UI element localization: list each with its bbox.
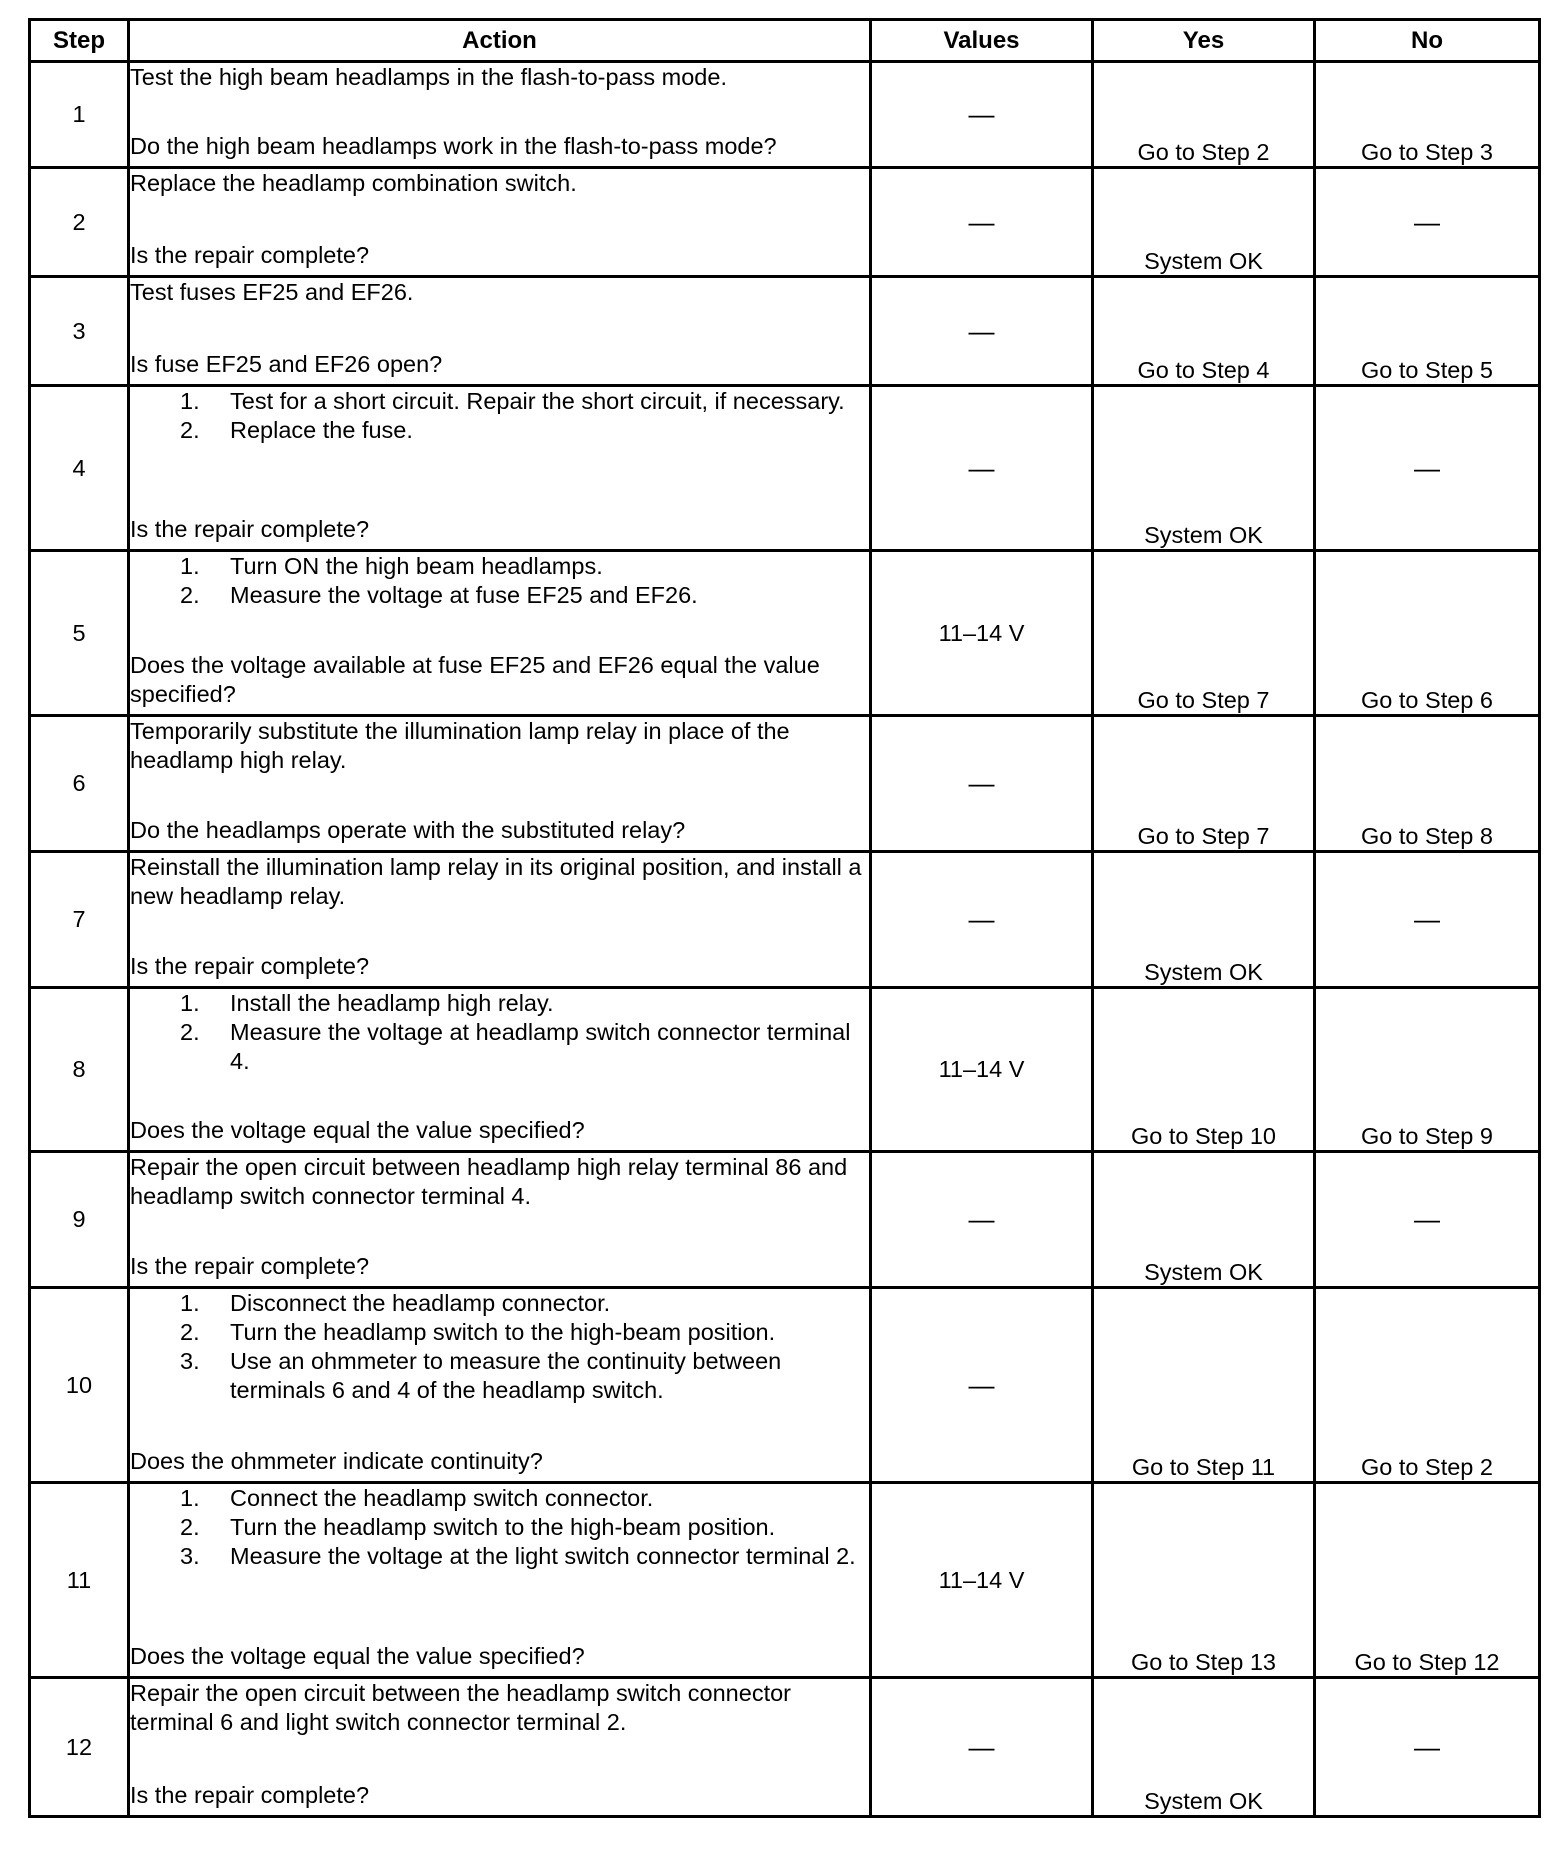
table-body <box>30 62 1540 1817</box>
action-cell <box>129 1152 871 1288</box>
action-instruction <box>130 1484 869 1571</box>
substep-text: Turn ON the high beam headlamps. <box>230 553 603 579</box>
value-cell: 11–14 V <box>871 1483 1093 1678</box>
yes-result: Go to Step 7 <box>1093 716 1315 852</box>
action-substep <box>130 1318 869 1347</box>
yes-result: System OK <box>1093 1678 1315 1817</box>
action-substep <box>130 989 869 1018</box>
table-row <box>30 1678 1540 1817</box>
yes-result: System OK <box>1093 852 1315 988</box>
step-number: 8 <box>30 988 129 1152</box>
action-question: Does the voltage equal the value specified? <box>130 1643 585 1669</box>
yes-result: Go to Step 13 <box>1093 1483 1315 1678</box>
action-cell <box>129 168 871 277</box>
no-result: Go to Step 12 <box>1315 1483 1540 1678</box>
action-cell <box>129 277 871 386</box>
header-row <box>30 20 1540 62</box>
action-instruction <box>130 989 869 1076</box>
action-content <box>130 278 869 379</box>
action-substep <box>130 1018 869 1076</box>
no-result: Go to Step 3 <box>1315 62 1540 168</box>
column-header-values: Values <box>871 20 1093 62</box>
value-cell: 11–14 V <box>871 551 1093 716</box>
action-substep <box>130 416 869 445</box>
step-number: 6 <box>30 716 129 852</box>
substep-number: 2. <box>180 1019 200 1045</box>
no-result: — <box>1315 386 1540 551</box>
substep-text: Use an ohmmeter to measure the continuity between terminals 6 and 4 of the headlamp switch. <box>230 1348 782 1403</box>
action-substep <box>130 1289 869 1318</box>
action-substeps <box>130 989 869 1076</box>
step-number: 7 <box>30 852 129 988</box>
substep-text: Test for a short circuit. Repair the short circuit, if necessary. <box>230 388 845 414</box>
action-substep <box>130 387 869 416</box>
action-substep <box>130 581 869 610</box>
value-cell: — <box>871 1152 1093 1288</box>
table-row <box>30 551 1540 716</box>
substep-number: 1. <box>180 990 200 1016</box>
yes-result: Go to Step 2 <box>1093 62 1315 168</box>
no-result: — <box>1315 1678 1540 1817</box>
action-cell <box>129 551 871 716</box>
action-instruction <box>130 552 869 610</box>
no-result: Go to Step 8 <box>1315 716 1540 852</box>
column-header-action: Action <box>129 20 871 62</box>
action-substeps <box>130 387 869 445</box>
substep-number: 1. <box>180 388 200 414</box>
table-row <box>30 62 1540 168</box>
no-result: Go to Step 5 <box>1315 277 1540 386</box>
value-cell: — <box>871 168 1093 277</box>
action-question: Is the repair complete? <box>130 1253 370 1279</box>
table-row <box>30 988 1540 1152</box>
action-cell <box>129 1288 871 1483</box>
action-question: Do the headlamps operate with the substituted relay? <box>130 817 686 843</box>
no-result: — <box>1315 852 1540 988</box>
substep-text: Connect the headlamp switch connector. <box>230 1485 654 1511</box>
column-header-no: No <box>1315 20 1540 62</box>
step-number: 3 <box>30 277 129 386</box>
value-cell: — <box>871 1678 1093 1817</box>
action-substep <box>130 1513 869 1542</box>
value-cell: 11–14 V <box>871 988 1093 1152</box>
action-content <box>130 717 869 845</box>
action-instruction: Test the high beam headlamps in the flash-to-pass mode. <box>130 64 727 90</box>
yes-result: Go to Step 10 <box>1093 988 1315 1152</box>
substep-number: 1. <box>180 1485 200 1511</box>
action-question: Does the ohmmeter indicate continuity? <box>130 1448 543 1474</box>
substep-number: 2. <box>180 1319 200 1345</box>
action-instruction: Temporarily substitute the illumination lamp relay in place of the headlamp high relay. <box>130 718 790 773</box>
table-row <box>30 1288 1540 1483</box>
substep-text: Install the headlamp high relay. <box>230 990 554 1016</box>
action-instruction: Test fuses EF25 and EF26. <box>130 279 414 305</box>
column-header-yes: Yes <box>1093 20 1315 62</box>
substep-text: Measure the voltage at the light switch connector terminal 2. <box>230 1543 856 1569</box>
action-question: Does the voltage equal the value specified? <box>130 1117 585 1143</box>
value-cell: — <box>871 852 1093 988</box>
substep-number: 2. <box>180 417 200 443</box>
action-substep <box>130 1347 869 1405</box>
value-cell: — <box>871 1288 1093 1483</box>
yes-result: Go to Step 7 <box>1093 551 1315 716</box>
action-question: Is the repair complete? <box>130 516 370 542</box>
action-question: Is the repair complete? <box>130 242 370 268</box>
action-substep <box>130 552 869 581</box>
action-substep <box>130 1542 869 1571</box>
substep-number: 1. <box>180 553 200 579</box>
action-cell <box>129 62 871 168</box>
value-cell: — <box>871 386 1093 551</box>
action-instruction <box>130 1289 869 1405</box>
action-instruction: Replace the headlamp combination switch. <box>130 170 577 196</box>
column-header-step: Step <box>30 20 129 62</box>
value-cell: — <box>871 716 1093 852</box>
substep-number: 2. <box>180 1514 200 1540</box>
substep-text: Disconnect the headlamp connector. <box>230 1290 611 1316</box>
action-content <box>130 387 869 544</box>
no-result: Go to Step 9 <box>1315 988 1540 1152</box>
step-number: 11 <box>30 1483 129 1678</box>
action-content <box>130 1153 869 1281</box>
step-number: 2 <box>30 168 129 277</box>
action-instruction: Repair the open circuit between headlamp high relay terminal 86 and headlamp switch connector terminal 4. <box>130 1154 848 1209</box>
table-row <box>30 852 1540 988</box>
substep-text: Measure the voltage at headlamp switch connector terminal 4. <box>230 1019 851 1074</box>
step-number: 1 <box>30 62 129 168</box>
action-content <box>130 552 869 709</box>
action-cell <box>129 1678 871 1817</box>
table-row <box>30 168 1540 277</box>
yes-result: System OK <box>1093 386 1315 551</box>
value-cell: — <box>871 277 1093 386</box>
no-result: Go to Step 6 <box>1315 551 1540 716</box>
table-row <box>30 1152 1540 1288</box>
action-content <box>130 989 869 1145</box>
action-substeps <box>130 1484 869 1571</box>
action-substep <box>130 1484 869 1513</box>
action-cell <box>129 852 871 988</box>
value-cell: — <box>871 62 1093 168</box>
yes-result: Go to Step 4 <box>1093 277 1315 386</box>
action-cell <box>129 386 871 551</box>
action-content <box>130 1679 869 1810</box>
action-content <box>130 853 869 981</box>
substep-number: 3. <box>180 1543 200 1569</box>
step-number: 10 <box>30 1288 129 1483</box>
action-content <box>130 1484 869 1671</box>
action-cell <box>129 716 871 852</box>
action-instruction: Reinstall the illumination lamp relay in its original position, and install a new headlamp relay. <box>130 854 862 909</box>
action-content <box>130 63 869 161</box>
step-number: 9 <box>30 1152 129 1288</box>
step-number: 4 <box>30 386 129 551</box>
table-row <box>30 716 1540 852</box>
step-number: 12 <box>30 1678 129 1817</box>
action-substeps <box>130 1289 869 1405</box>
substep-number: 1. <box>180 1290 200 1316</box>
substep-number: 2. <box>180 582 200 608</box>
action-question: Does the voltage available at fuse EF25 and EF26 equal the value specified? <box>130 652 820 707</box>
action-content <box>130 169 869 270</box>
action-substeps <box>130 552 869 610</box>
action-instruction: Repair the open circuit between the headlamp switch connector terminal 6 and light switch connector terminal 2. <box>130 1680 791 1735</box>
table-row <box>30 277 1540 386</box>
substep-text: Replace the fuse. <box>230 417 413 443</box>
substep-text: Turn the headlamp switch to the high-beam position. <box>230 1514 776 1540</box>
yes-result: Go to Step 11 <box>1093 1288 1315 1483</box>
table-row <box>30 386 1540 551</box>
substep-text: Turn the headlamp switch to the high-beam position. <box>230 1319 776 1345</box>
no-result: — <box>1315 168 1540 277</box>
action-question: Is the repair complete? <box>130 953 370 979</box>
step-number: 5 <box>30 551 129 716</box>
substep-text: Measure the voltage at fuse EF25 and EF26. <box>230 582 698 608</box>
action-question: Is the repair complete? <box>130 1782 370 1808</box>
no-result: Go to Step 2 <box>1315 1288 1540 1483</box>
action-instruction <box>130 387 869 445</box>
diagnostic-table <box>28 18 1541 1818</box>
substep-number: 3. <box>180 1348 200 1374</box>
action-question: Do the high beam headlamps work in the flash-to-pass mode? <box>130 133 777 159</box>
action-cell <box>129 988 871 1152</box>
action-cell <box>129 1483 871 1678</box>
yes-result: System OK <box>1093 168 1315 277</box>
yes-result: System OK <box>1093 1152 1315 1288</box>
action-content <box>130 1289 869 1476</box>
no-result: — <box>1315 1152 1540 1288</box>
table-row <box>30 1483 1540 1678</box>
action-question: Is fuse EF25 and EF26 open? <box>130 351 443 377</box>
